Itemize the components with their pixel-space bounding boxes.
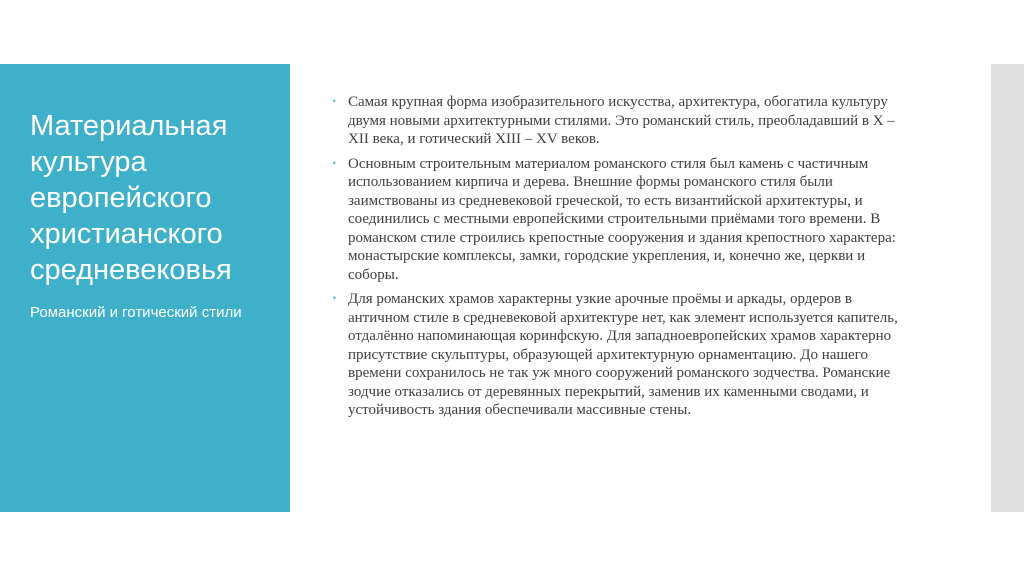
bullet-icon: • bbox=[332, 294, 337, 303]
slide-subtitle: Романский и готический стили bbox=[30, 304, 242, 321]
bullet-list bbox=[330, 93, 910, 426]
bullet-icon: • bbox=[332, 97, 337, 106]
list-item bbox=[330, 93, 910, 149]
list-item bbox=[330, 155, 910, 285]
list-item bbox=[330, 290, 910, 420]
bullet-text: Для романских храмов характерны узкие арочные проёмы и аркады, ордеров в античном стиле в средневековой архитектуре нет, как элемент используется капитель, отдалённо напоминающая коринфскую. Для западноевропейских храмов характерно присутствие скульптуры, образующей архитектурную орнаментацию. До нашего времени сохранилось не так уж много сооружений романского зодчества. Романские зодчие отказались от деревянных перекрытий, заменив их каменными сводами, и устойчивость здания обеспечивали массивные стены. bbox=[348, 291, 898, 418]
scrollbar-strip bbox=[991, 64, 1024, 512]
slide-title: Материальная культура европейского христианского средневековья bbox=[30, 110, 232, 286]
bullet-text: Основным строительным материалом романского стиля был камень с частичным использованием кирпича и дерева. Внешние формы романского стиля были заимствованы из средневековой греческой, то есть византийской архитектуры, и соединились с местными европейскими строительными приёмами того времени. В романском стиле строились крепостные сооружения и здания крепостного характера: монастырские комплексы, замки, городские укрепления, и, конечно же, церкви и соборы. bbox=[348, 155, 896, 283]
bullet-text: Самая крупная форма изобразительного искусства, архитектура, обогатила культуру двумя новыми архитектурными стилями. Это романский стиль, преобладавший в X – XII века, и готический XIII – XV веков. bbox=[348, 94, 895, 147]
bullet-icon: • bbox=[332, 158, 337, 168]
